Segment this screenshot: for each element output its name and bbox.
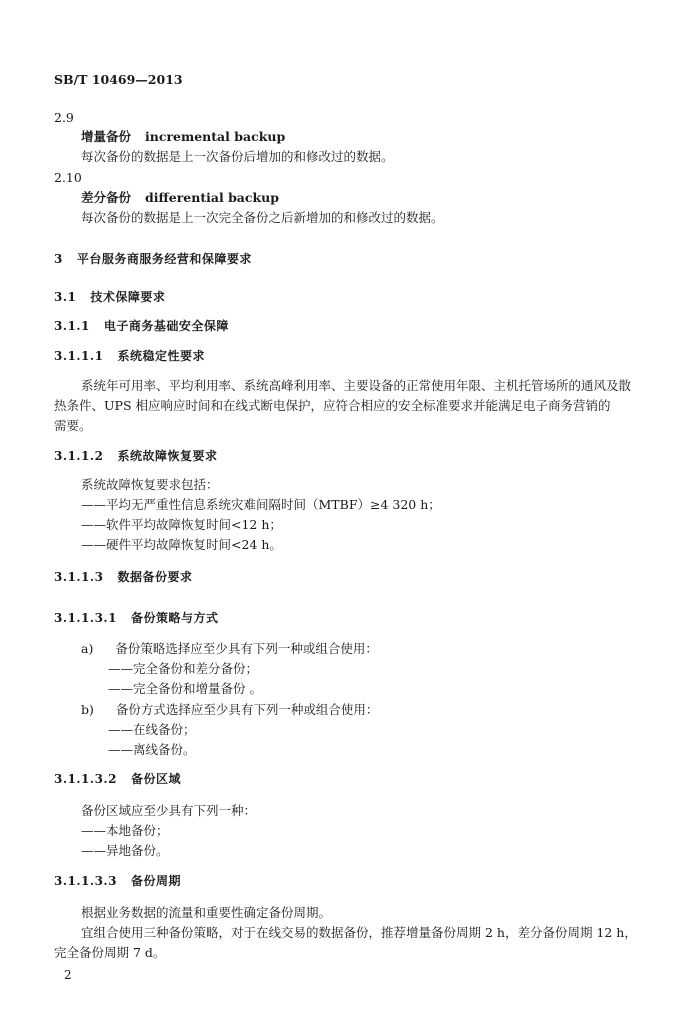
section-number: 3.1.1.3.2 [54, 772, 117, 786]
sub-list-item: ——在线备份； [108, 722, 196, 737]
page-number: 2 [64, 968, 72, 982]
section-number: 3.1.1 [54, 319, 90, 333]
list-item: ——软件平均故障恢复时间<12 h； [81, 517, 282, 532]
section-number: 3.1.1.3.3 [54, 874, 117, 888]
sub-list-item: ——离线备份。 [108, 742, 196, 757]
term-definition: 每次备份的数据是上一次备份后增加的和修改过的数据。 [81, 149, 394, 164]
section-title: 数据备份要求 [117, 570, 193, 584]
section-heading [54, 873, 181, 889]
section-title: 电子商务基础安全保障 [103, 319, 229, 333]
list-item: ——平均无严重性信息系统灾难间隔时间（MTBF）≥4 320 h； [81, 497, 441, 512]
section-number: 3.1.1.1 [54, 349, 104, 363]
term-en: incremental backup [145, 129, 286, 144]
sub-list-item: ——完全备份和差分备份； [108, 661, 259, 676]
term-zh: 增量备份 [81, 129, 132, 144]
section-title: 技术保障要求 [90, 290, 166, 304]
list-label: b) [81, 702, 94, 717]
term-heading [81, 129, 285, 145]
paragraph-line: 完全备份周期 7 d。 [54, 945, 166, 960]
list-intro: 系统故障恢复要求包括： [81, 477, 219, 492]
section-title: 系统故障恢复要求 [117, 449, 218, 463]
section-heading [54, 318, 229, 334]
section-title: 系统稳定性要求 [117, 349, 205, 363]
section-title: 平台服务商服务经营和保障要求 [76, 252, 252, 266]
section-heading [54, 289, 165, 305]
section-heading [54, 569, 192, 585]
list-item: ——异地备份。 [81, 843, 169, 858]
list-text: 备份策略选择应至少具有下列一种或组合使用： [115, 641, 378, 656]
standard-number: SB/T 10469—2013 [54, 72, 183, 87]
section-heading [54, 251, 252, 267]
paragraph-line: 宜组合使用三种备份策略，对于在线交易的数据备份，推荐增量备份周期 2 h，差分备份周期 12 h， [81, 925, 637, 940]
sub-list-item: ——完全备份和增量备份 。 [108, 681, 262, 696]
list-item: ——硬件平均故障恢复时间<24 h。 [81, 537, 282, 552]
term-definition: 每次备份的数据是上一次完全备份之后新增加的和修改过的数据。 [81, 210, 444, 225]
section-number: 3.1.1.3.1 [54, 611, 117, 625]
section-number: 3.1.1.2 [54, 449, 104, 463]
paragraph-line: 热条件、UPS 相应响应时间和在线式断电保护，应符合相应的安全标准要求并能满足电子商务营销的 [54, 398, 611, 413]
list-text: 备份方式选择应至少具有下列一种或组合使用： [115, 702, 379, 717]
section-number: 3 [54, 252, 63, 266]
list-intro: 备份区域应至少具有下列一种： [81, 803, 257, 818]
paragraph-line: 系统年可用率、平均利用率、系统高峰利用率、主要设备的正常使用年限、主机托管场所的通风及散 [81, 378, 632, 393]
section-title: 备份区域 [130, 772, 181, 786]
section-heading [54, 448, 217, 464]
term-heading [81, 190, 279, 206]
section-heading [54, 348, 205, 364]
clause-number: 2.9 [54, 110, 74, 125]
list-item [81, 702, 378, 718]
section-number: 3.1 [54, 290, 77, 304]
section-heading [54, 610, 218, 626]
term-zh: 差分备份 [81, 190, 132, 205]
section-number: 3.1.1.3 [54, 570, 104, 584]
list-item: ——本地备份； [81, 823, 169, 838]
section-heading [54, 771, 181, 787]
paragraph-line: 需要。 [54, 418, 92, 433]
term-en: differential backup [145, 190, 280, 205]
section-title: 备份策略与方式 [130, 611, 219, 625]
list-item [81, 641, 378, 657]
clause-number: 2.10 [54, 170, 82, 185]
list-label: a) [81, 641, 94, 656]
section-title: 备份周期 [130, 874, 181, 888]
paragraph-line: 根据业务数据的流量和重要性确定备份周期。 [81, 905, 332, 920]
